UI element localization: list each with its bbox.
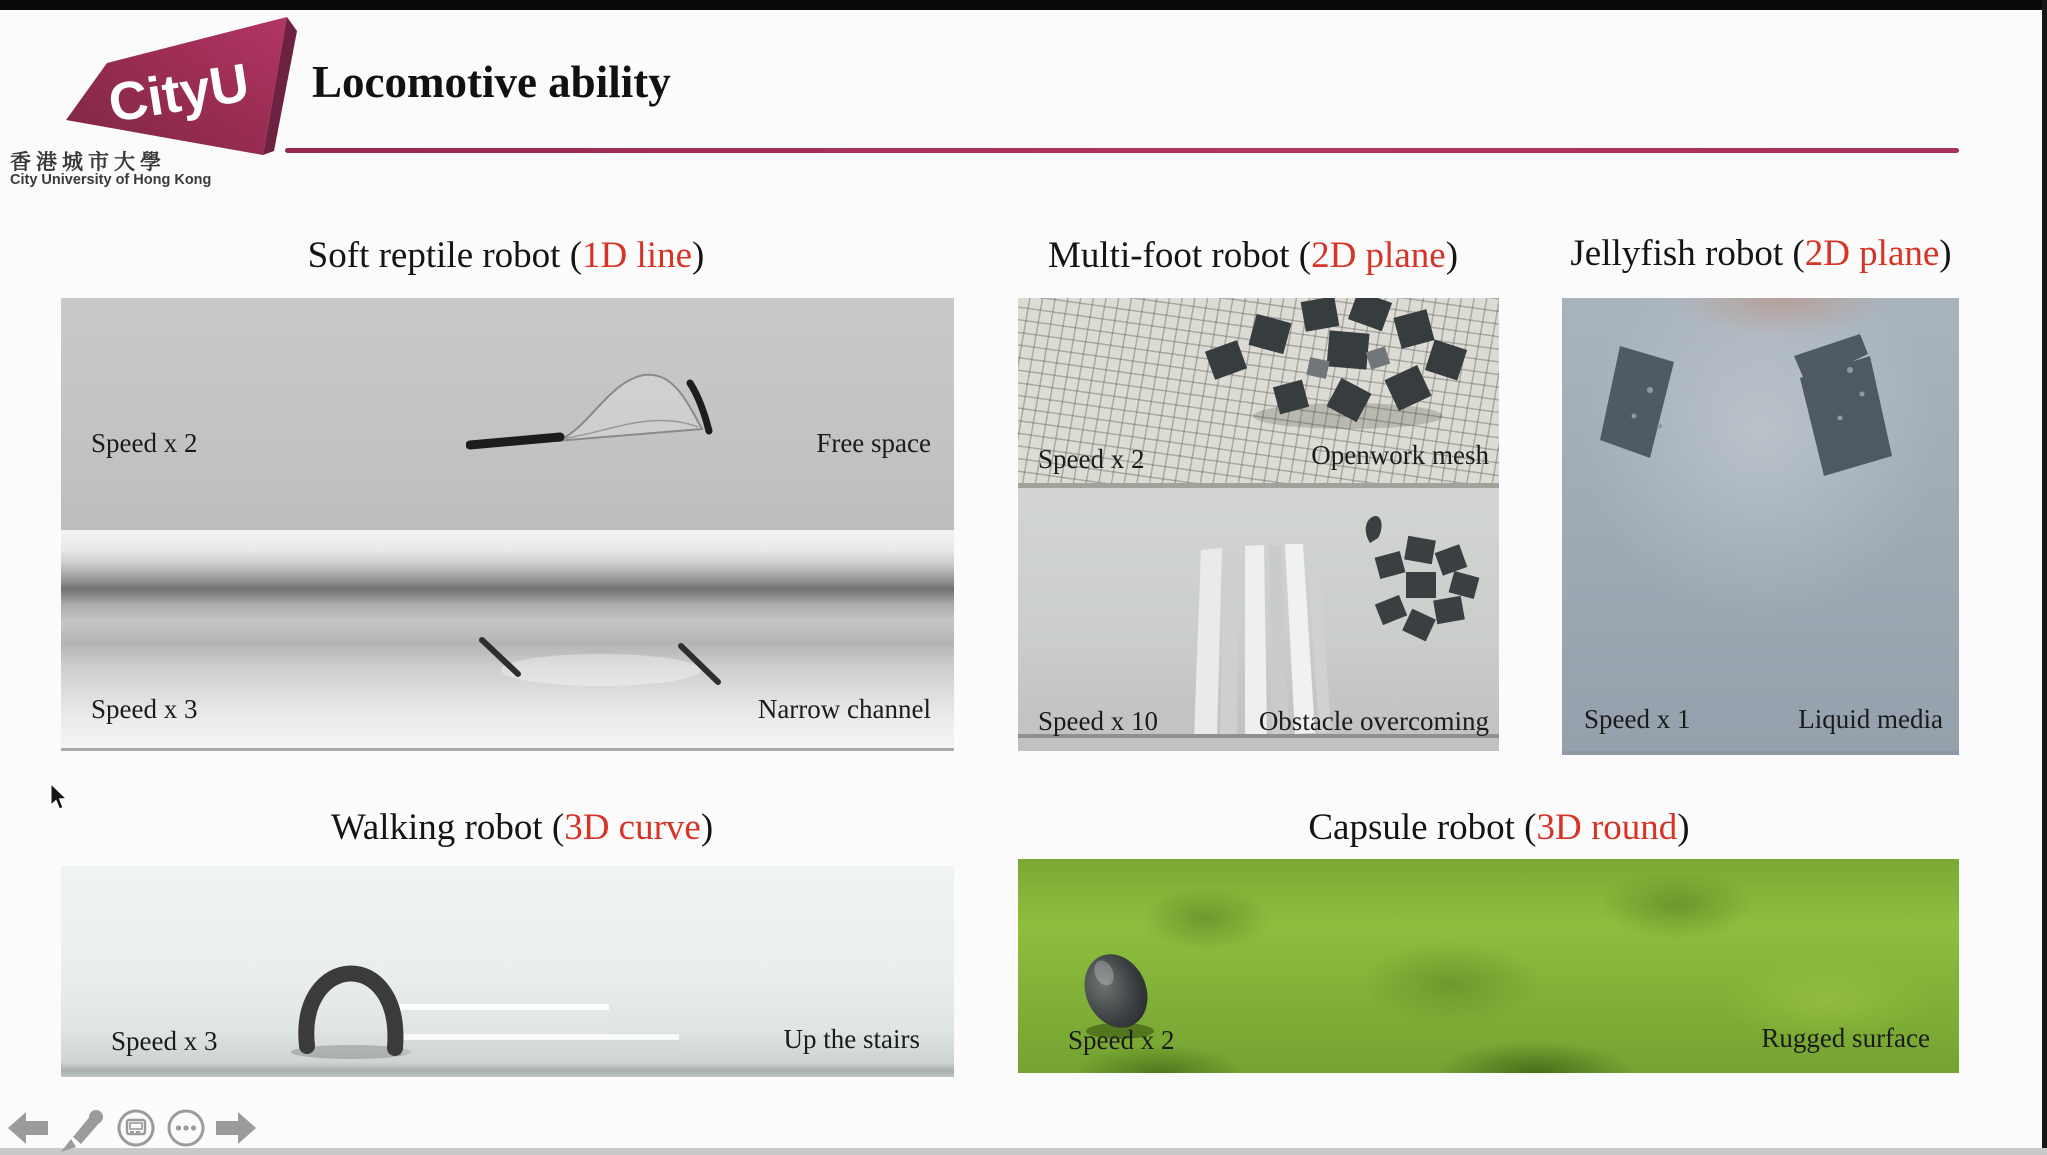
prev-slide-button[interactable]: [8, 1106, 48, 1152]
video-free-space[interactable]: [61, 298, 954, 530]
scene-label: Obstacle overcoming: [1258, 706, 1489, 736]
forward-arrow-icon: [216, 1110, 256, 1146]
section-title-jellyfish: Jellyfish robot (2D plane): [1570, 233, 1952, 274]
scene-label: Rugged surface: [1761, 1023, 1930, 1053]
video-obstacle-overcoming[interactable]: [1018, 488, 1499, 751]
video-liquid-media[interactable]: [1562, 298, 1959, 755]
jellyfish-robot-graphic: [1562, 298, 1959, 751]
speed-label: Speed x 3: [111, 1026, 218, 1056]
slides-overview-icon: [116, 1108, 156, 1148]
speed-label: Speed x 10: [1038, 706, 1158, 736]
scene-label: Liquid media: [1798, 704, 1943, 734]
video-rugged-surface[interactable]: [1018, 859, 1959, 1073]
speed-label: Speed x 2: [1068, 1025, 1175, 1055]
window-right-edge: [2042, 0, 2047, 1155]
page-title: Locomotive ability: [312, 57, 671, 107]
scene-label: Up the stairs: [783, 1024, 920, 1054]
logo-chinese-name: 香港城市大學: [10, 150, 166, 174]
presenter-toolbar: [8, 1106, 238, 1152]
section-title-soft-reptile: Soft reptile robot (1D line): [307, 235, 705, 276]
scene-label: Narrow channel: [757, 694, 931, 724]
speed-label: Speed x 3: [91, 694, 198, 724]
walking-robot-graphic: [291, 894, 711, 1069]
video-up-the-stairs[interactable]: [61, 866, 954, 1077]
section-title-multi-foot: Multi-foot robot (2D plane): [1047, 235, 1459, 276]
logo-brand-text: CityU: [104, 52, 254, 134]
speed-label: Speed x 2: [1038, 444, 1145, 474]
reptile-in-channel-graphic: [476, 632, 736, 702]
pen-icon: [58, 1106, 106, 1154]
slides-overview-button[interactable]: [116, 1106, 156, 1152]
scene-label: Openwork mesh: [1311, 440, 1489, 470]
section-title-walking: Walking robot (3D curve): [330, 807, 714, 848]
speed-label: Speed x 2: [91, 428, 198, 458]
pen-tool-button[interactable]: [58, 1106, 106, 1152]
video-narrow-channel[interactable]: [61, 530, 954, 751]
scene-label: Free space: [816, 428, 931, 458]
title-underline: [285, 148, 1959, 153]
soft-reptile-robot-graphic: [466, 363, 726, 458]
speed-label: Speed x 1: [1584, 704, 1691, 734]
bottom-gray-strip: [0, 1148, 2047, 1155]
more-options-button[interactable]: [166, 1106, 206, 1152]
next-slide-button[interactable]: [216, 1106, 256, 1152]
mouse-cursor: [50, 783, 68, 811]
video-openwork-mesh[interactable]: [1018, 298, 1499, 488]
back-arrow-icon: [8, 1110, 48, 1146]
section-title-capsule: Capsule robot (3D round): [1308, 807, 1690, 848]
top-black-bar: [0, 0, 2047, 10]
ellipsis-icon: [166, 1108, 206, 1148]
logo-english-name: City University of Hong Kong: [10, 172, 212, 188]
